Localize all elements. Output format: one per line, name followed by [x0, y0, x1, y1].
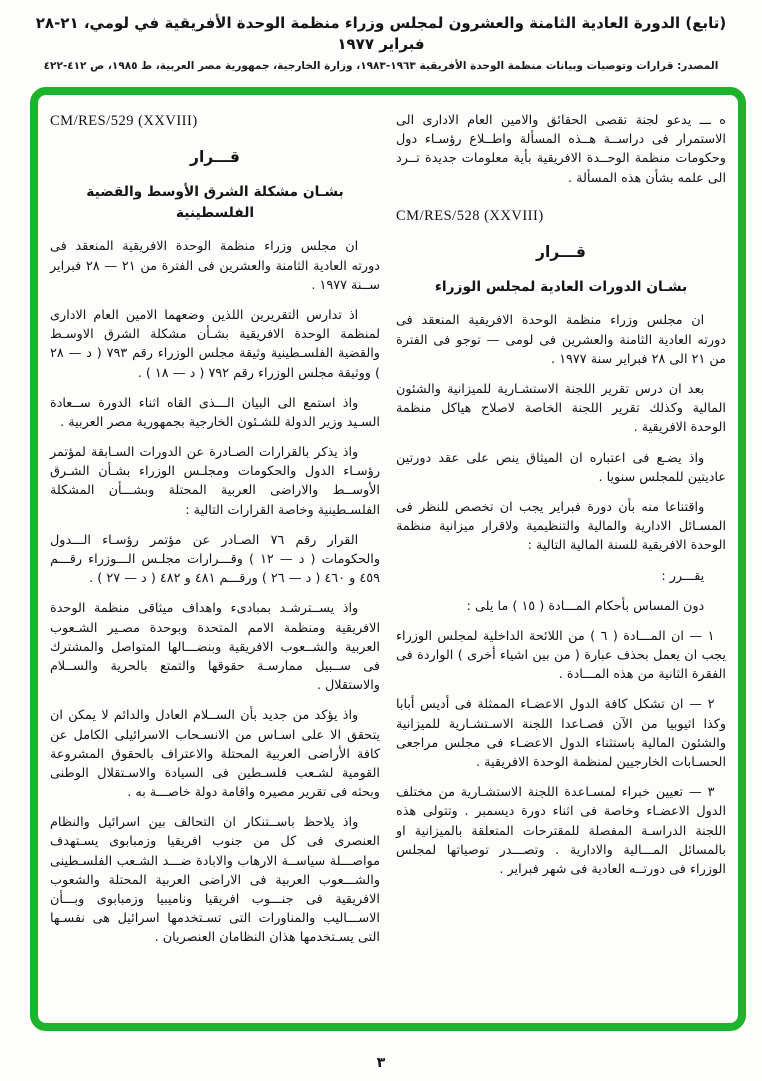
paragraph: ان مجلس وزراء منظمة الوحدة الافريقية المنعقد فى دورته العادية الثامنة والعشرين فى الفترة من ٢١ — ٢٨ فبراير ســنة ١٩٧٧ . [50, 239, 380, 293]
paragraph: واذ يلاحظ باســتنكار ان التحالف بين اسرائيل والنظام العنصرى فى كل من جنوب افريقيا وزمبابوى يسـتهدف مواصـــلة سياســة الارهاب والابادة ضـــد الشـعب الفلسـطينى والشـــعوب العربية فى الاراضى العربية المحتلة والشعوب الافريقية فى جنـــوب افريقيا وناميبيا وزمبابوى وبـــأن الاســـاليب والمناورات التى تسـتخدمها اسرائيل هى نفسـها التى يسـتخدمها هذان النظامان العنصريان . [50, 815, 380, 946]
paragraph: بعد ان درس تقرير اللجنة الاستشـارية للميزانية والشئون المالية وكذلك تقرير اللجنة الخاصة لاصلاح هياكل منظمة الوحدة الافريقية . [396, 382, 726, 436]
resolution-code-528: CM/RES/528 (XXVIII) [396, 207, 544, 224]
header-source-line: المصدر: قرارات وتوصيات وبيانات منظمة الوحدة الأفريقية ١٩٦٣-١٩٨٣، وزارة الخارجية، جمهورية مصر العربية، ط ١٩٨٥، ص ٤١٢-٤٢٢ [43, 60, 719, 72]
operative-word: يقـــرر : [661, 568, 705, 584]
two-column-layout [50, 111, 726, 1013]
numbered-item-2: ٢ — ان تشكل كافة الدول الاعضـاء الممثلة فى أديس أبابا وكذا اثيوبيا من الآن فصـاعدا اللجنة الاسـتشـارية للميزانية والشئون المالية باستثناء الدول الاعضـاء فى مجلس مراجعى الحسـابات الخارجيين لمنظمة الوحدة الافريقية . [396, 697, 726, 770]
numbered-item-3: ٣ — تعيين خبراء لمسـاعدة اللجنة الاستشـارية من مختلف الدول الاعضـاء وخاصة فى اثناء دورة ديسمبر . وتتولى هذه اللجنة الدراسـة المفصلة للمقترحات المتعلقة بالميزانية او بالمسائل المـــالية والادارية . وتصـــدر توصياتها لمجلس الوزراء فى دورتــه العادية فى شهر فبراير . [396, 785, 726, 877]
paragraph: واذ يؤكد من جديد بأن الســلام العادل والدائم لا يمكن ان يتحقق الا على اسـاس من الانسـحاب الاسرائيلى الكامل عن كافة الأراضى العربية المحتلة والاعتراف بالحقوق المشروعة القومية لشـعب فلسـطين فى السيادة والاسـتقلال الوطنى وبحثه فى تقرير مصيره واقامة دولة خاصـــة به . [50, 708, 380, 801]
paragraph: دون المساس بأحكام المـــادة ( ١٥ ) ما يلى : [466, 598, 705, 614]
paragraph: واذ يضـع فى اعتباره ان الميثاق ينص على عقد دورتين عاديتين للمجلس سنويا . [396, 450, 726, 485]
numbered-item-1: ١ — ان المـــادة ( ٦ ) من اللائحة الداخلية لمجلس الوزراء يجب ان يعمل بحذف عبارة ( من بين اشياء أخرى ) الواردة فى الفقرة الثانية من هذه المـــادة . [396, 628, 726, 683]
paragraph: واذ يذكر بالقرارات الصـادرة عن الدورات السـابقة لمؤتمر رؤسـاء الدول والحكومات ومجلـس الوزراء بشـأن الشـرق الأوســط والاراضى العربية المحتلة وبشـــأن المشكلة الفلسـطينية وخاصة القرارات التالية : [50, 445, 380, 518]
green-border-frame [30, 87, 746, 1031]
column-right [396, 111, 726, 1013]
header-title: (تابع) الدورة العادية الثامنة والعشرون لمجلس وزراء منظمة الوحدة الأفريقية في لومي، ٢١-٢٨ فبراير ١٩٧٧ [35, 14, 727, 53]
paragraph: واقتناعا منه بأن دورة فبراير يجب ان تخصص للنظر فى المسـائل الادارية والمالية والتنظيمية ولاقرار ميزانية منظمة الوحدة الافريقية للسنة المالية التالية : [396, 499, 726, 554]
resolution-subject-528: بشـان الدورات العادية لمجلس الوزراء [434, 278, 688, 295]
page-footer [0, 1052, 762, 1071]
page-number: ٣ [376, 1055, 386, 1071]
decision-heading-529: قـــرار [190, 148, 240, 166]
decision-heading-528: قـــرار [536, 242, 586, 261]
page-header [0, 0, 762, 72]
paragraph: القرار رقم ٧٦ الصـادر عن مؤتمر رؤسـاء الـــدول والحكومات ( د — ١٢ ) وقـــرارات مجلـس الـــوزراء رقـــم ٤٥٩ و ٤٦٠ ( د — ٢٦ ) ورقـــم ٤٨١ و ٤٨٢ ( د — ٢٧ ) . [50, 532, 380, 587]
continuation-paragraph: ه ـــ يدعو لجنة تقصى الحقائق والامين العام الادارى الى الاستمرار فى دراســة هــذه المسألة واطــلاع رؤسـاء دول وحكومات منظمة الوحــدة الافريقية بأية معلومات جديدة تــرد الى علمه بشأن هذه المسألة . [396, 113, 726, 186]
paragraph: اذ تدارس التقريرين اللذين وضعهما الامين العام الادارى لمنظمة الوحدة الافريقية بشـأن مشكلة الشرق الاوسـط والقضية الفلسـطينية وثيقة مجلس الوزراء رقم ٧٩٣ ( د — ٢٨ ) ووثيقة مجلس الوزراء رقم ٧٩٢ ( د — ١٨ ) . [50, 307, 380, 381]
resolution-code-529: CM/RES/529 (XXVIII) [50, 113, 198, 129]
paragraph: ان مجلس وزراء منظمة الوحدة الافريقية المنعقد فى دورته العادية الثامنة والعشرين فى لومى — توجو فى الفترة من ٢١ الى ٢٨ فبراير سنة ١٩٧٧ . [396, 313, 726, 367]
paragraph: واذ استمع الى البيان الـــذى القاه اثناء الدورة ســعادة السـيد وزير الدولة للشـئون الخارجية بجمهورية مصر العربية . [50, 395, 380, 430]
paragraph: واذ يســترشـد بمبادىء واهداف ميثاقى منظمة الوحدة الافريقية ومنظمة الامم المتحدة وبوحدة مصـير الشـعوب العربية والشــعوب الافريقية وبنضـــالها المتواصل والمشترك فى ســبيل ممارسـة حقوقها والتمتع بالحرية والســلام والاستقلال . [50, 601, 380, 694]
resolution-subject-529: بشـان مشكلة الشرق الأوسط والقضية الفلسطينية [86, 184, 344, 221]
column-left [50, 111, 380, 1013]
